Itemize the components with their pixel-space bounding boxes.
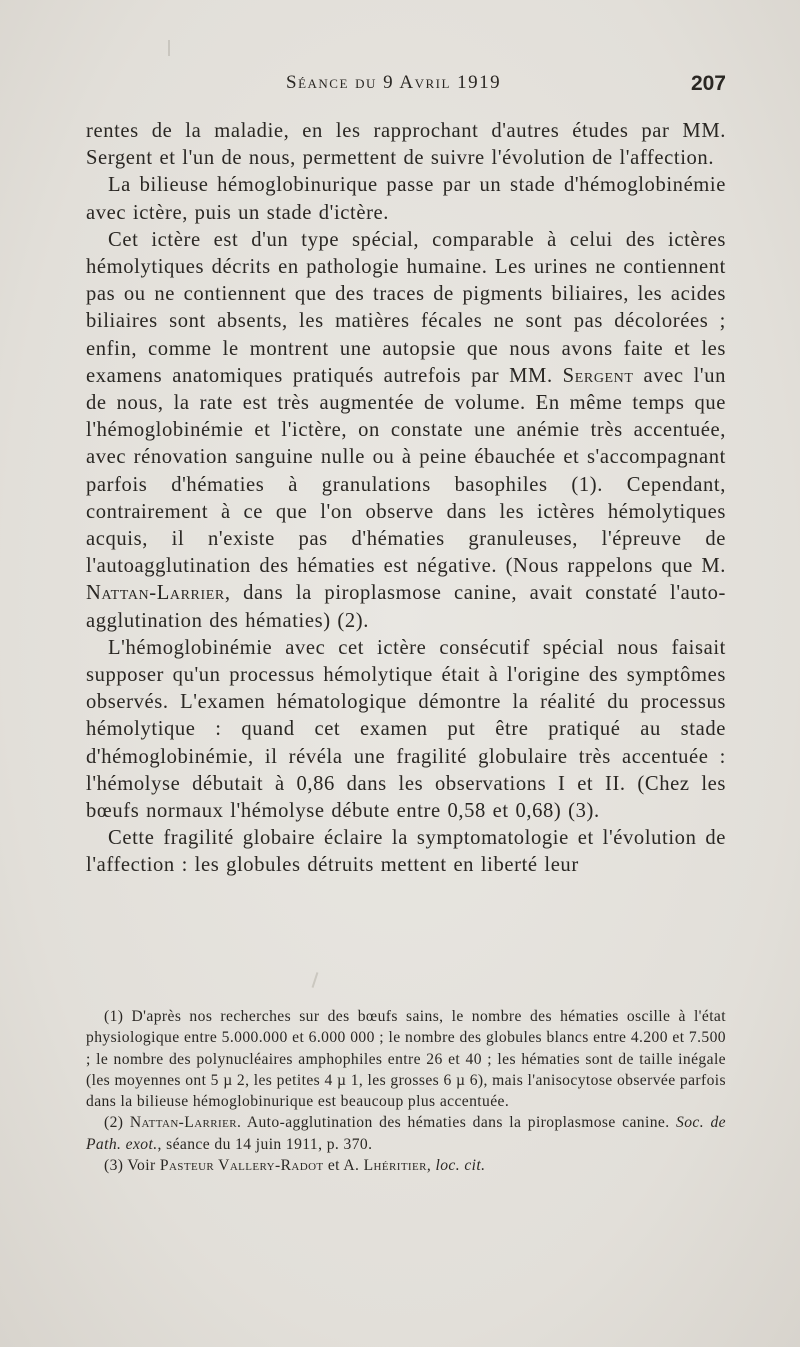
footnote-2-source: Soc. de Path. exot. [86, 1114, 726, 1153]
paper-speck [168, 40, 170, 56]
page-number: 207 [690, 72, 726, 95]
footnote-1: (1) D'après nos recherches sur des bœufs sains, le nombre des hématies oscille à l'état physiologique entre 5.000.000 et 6.000 000 ; le nombre des globules blancs entre 4.200 et 7.500 ; le nombre des polynucléaires amphophiles entre 26 et 40 ; les hématies sont de taille inégale (les moyennes ont 5 µ 2, les petites 4 µ 1, les grosses 6 µ 6), mais l'anisocytose observée parfois dans la bilieuse hémoglobinurique est beaucoup plus accentuée. [86, 1008, 726, 1111]
footnotes [86, 1006, 726, 1176]
author-name-nattan-larrier: Nattan-Larrier [86, 582, 225, 605]
paper-speck [312, 972, 319, 988]
running-head [86, 72, 726, 102]
running-title: Séance du 9 Avril 1919 [286, 72, 502, 93]
author-name-sergent: Sergent [562, 364, 634, 387]
paragraph-5: Cette fragilité globaire éclaire la symptomatologie et l'évolution de l'affection : les globules détruits mettent en liberté leur [86, 827, 726, 877]
footnote-2-details: , séance du 14 juin 1911, p. 370. [157, 1135, 373, 1153]
paragraph-3-part-c: , dans la piroplasmose canine, avait constaté l'auto-agglutination des hématies) (2). [86, 582, 726, 632]
footnote-3-citation: loc. cit. [435, 1157, 486, 1175]
paragraph-3-part-a: Cet ictère est d'un type spécial, comparable à celui des ictères hémolytiques décrits en pathologie humaine. Les urines ne contiennent pas ou ne contiennent que des traces de pigments biliaires, les acides biliaires sont absents, les matières fécales ne sont pas décolorées ; enfin, comme le montrent une autopsie que nous avons faite et les examens anatomiques pratiqués autrefois par MM. [86, 228, 726, 387]
footnote-3-author-2: Lhéritier [363, 1157, 427, 1175]
footnote-2-author: Nattan-Larrier [129, 1114, 237, 1132]
body-text [86, 118, 726, 880]
paragraph-4: L'hémoglobinémie avec cet ictère consécutif spécial nous faisait supposer qu'un processus hémolytique était à l'origine des symptômes observés. L'examen hématologique démontre la réalité du processus hémolytique : quand cet examen put être pratiqué au stade d'hémoglobinémie, il révéla une fragilité globulaire très accentuée : l'hémolyse débutait à 0,86 dans les observations I et II. (Chez les bœufs normaux l'hémolyse débute entre 0,58 et 0,68) (3). [86, 636, 726, 823]
footnote-2-title: . Auto-agglutination des hématies dans la piroplasmose canine. [236, 1114, 670, 1132]
footnote-3-lead: (3) Voir [104, 1157, 156, 1175]
paragraph-1: rentes de la maladie, en les rapprochant d'autres études par MM. Sergent et l'un de nous, permettent de suivre l'évolution de l'affection. [86, 120, 726, 170]
paragraph-2: La bilieuse hémoglobinurique passe par un stade d'hémoglobinémie avec ictère, puis un stade d'ictère. [86, 174, 726, 224]
footnote-3-author-1: Pasteur Vallery-Radot [159, 1157, 324, 1175]
paragraph-3 [86, 227, 726, 635]
footnote-2-marker: (2) [104, 1114, 124, 1132]
footnote-3: (3) Voir Pasteur Vallery-Radot et A. Lhéritier, loc. cit. [104, 1157, 486, 1175]
paragraph-3-part-b: avec l'un de nous, la rate est très augmentée de volume. En même temps que l'hémoglobinémie et l'ictère, on constate une anémie très accentuée, avec rénovation sanguine nulle ou à peine ébauchée et s'accompagnant parfois d'hématies à granulations basophiles (1). Cependant, contrairement à ce que l'on observe dans les ictères hémolytiques acquis, il n'existe pas d'hématies granuleuses, l'épreuve de l'autoagglutination des hématies est négative. (Nous rappelons que M. [86, 364, 727, 578]
footnote-3-and: et A. [327, 1157, 360, 1175]
footnote-2 [86, 1112, 726, 1155]
